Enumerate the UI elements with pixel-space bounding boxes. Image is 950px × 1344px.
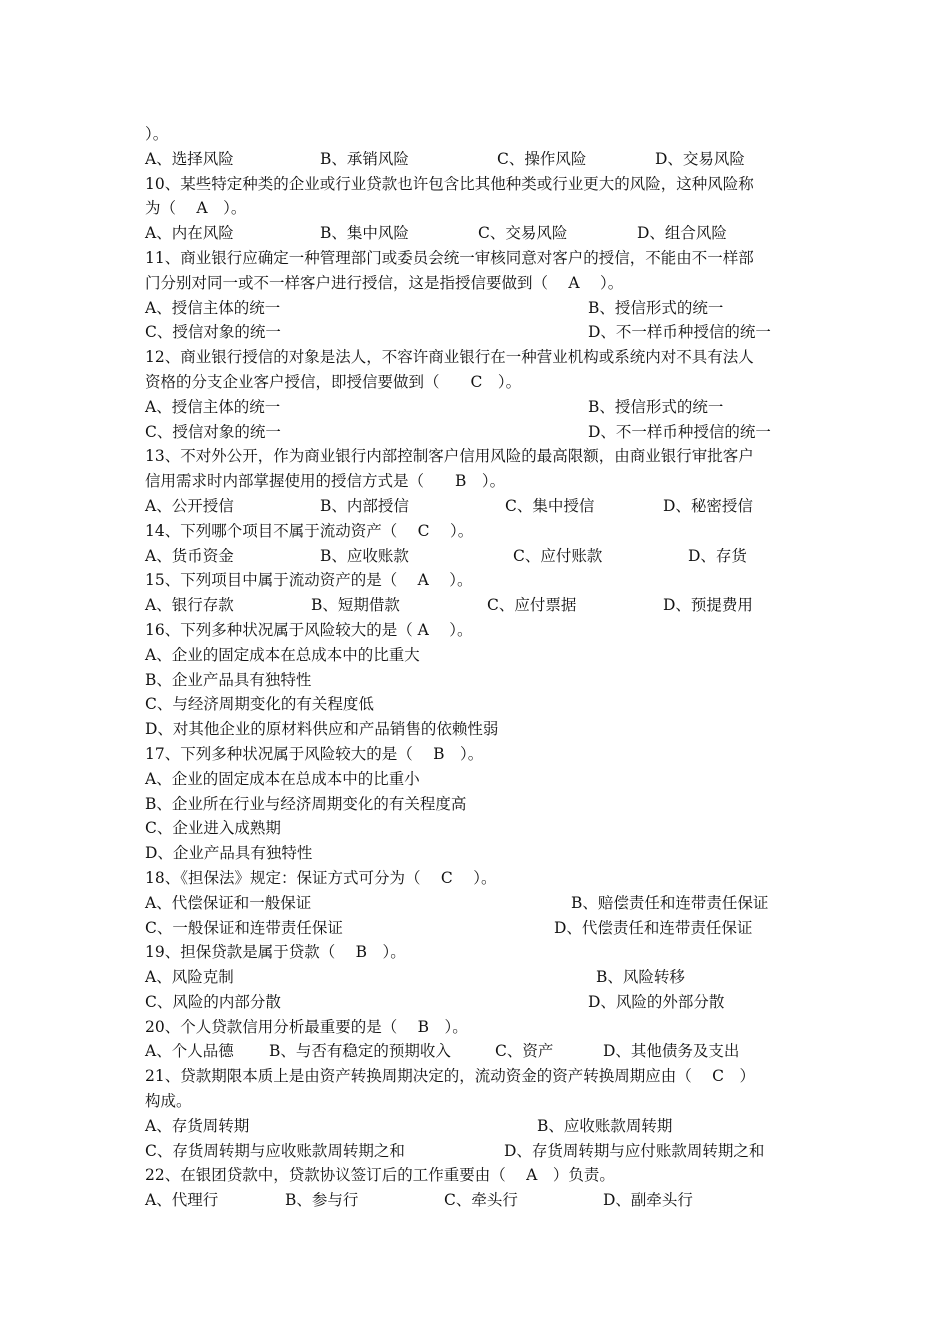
text-line: ）。: [145, 125, 169, 143]
option-a: A、公开授信: [145, 496, 234, 515]
options-line: [145, 1188, 810, 1213]
option-b: B、短期借款: [311, 596, 400, 615]
option-line: D、对其他企业的原材料供应和产品销售的依赖性弱: [145, 720, 499, 739]
option-b: B、承销风险: [320, 149, 409, 168]
question-line: 19、担保贷款是属于贷款（ B ）。: [145, 943, 406, 962]
option-c: C、应付票据: [487, 596, 577, 615]
question-line: 构成。: [145, 1092, 192, 1111]
option-a: A、货币资金: [145, 546, 234, 565]
question-line: 20、个人贷款信用分析最重要的是（ B ）。: [145, 1017, 468, 1036]
question-line: 15、下列项目中属于流动资产的是（ A ）。: [145, 571, 473, 590]
option-line: D、企业产品具有独特性: [145, 844, 313, 863]
option-c: C、集中授信: [505, 496, 595, 515]
option-d: D、预提费用: [663, 596, 753, 615]
options-line: [145, 891, 810, 916]
options-line: [145, 544, 810, 569]
option-c: C、牵头行: [444, 1191, 518, 1210]
option-c: C、应付账款: [513, 546, 603, 565]
option-a: A、风险克制: [145, 968, 234, 987]
option-d: D、交易风险: [655, 149, 745, 168]
question-line: 12、商业银行授信的对象是法人，不容许商业银行在一种营业机构或系统内对不具有法人: [145, 348, 754, 367]
option-d: D、不一样币种授信的统一: [588, 323, 771, 342]
option-line: B、企业所在行业与经济周期变化的有关程度高: [145, 794, 467, 813]
option-a: A、银行存款: [145, 596, 234, 615]
option-b: B、赔偿责任和连带责任保证: [571, 893, 769, 912]
option-line: C、企业进入成熟期: [145, 819, 281, 838]
options-line: [145, 296, 810, 321]
option-d: D、不一样币种授信的统一: [588, 422, 771, 441]
question-line: 信用需求时内部掌握使用的授信方式是（ B ）。: [145, 472, 506, 491]
options-line: [145, 395, 810, 420]
option-b: B、授信形式的统一: [588, 397, 724, 416]
options-line: [145, 420, 810, 445]
options-line: [145, 965, 810, 990]
option-a: A、代理行: [145, 1191, 219, 1210]
question-line: 门分别对同一或不一样客户进行授信，这是指授信要做到（ A ）。: [145, 273, 624, 292]
question-line: 21、贷款期限本质上是由资产转换周期决定的，流动资金的资产转换周期应由（ C ）: [145, 1067, 756, 1086]
option-c: C、授信对象的统一: [145, 323, 281, 342]
option-a: A、个人品德: [145, 1042, 234, 1061]
option-line: B、企业产品具有独特性: [145, 670, 312, 689]
options-line: [145, 147, 810, 172]
options-line: [145, 593, 810, 618]
option-b: B、应收账款周转期: [537, 1116, 673, 1135]
options-line: [145, 1139, 810, 1164]
question-line: 为（ A ）。: [145, 199, 247, 218]
option-d: D、组合风险: [637, 224, 727, 243]
option-line: A、企业的固定成本在总成本中的比重大: [145, 645, 420, 664]
option-b: B、风险转移: [596, 968, 685, 987]
question-line: 18、《担保法》规定：保证方式可分为（ C ）。: [145, 868, 497, 887]
option-b: B、与否有稳定的预期收入: [269, 1042, 451, 1061]
option-b: B、集中风险: [320, 224, 409, 243]
option-a: A、内在风险: [145, 224, 234, 243]
question-line: 22、在银团贷款中，贷款协议签订后的工作重要由（ A ）负责。: [145, 1166, 615, 1185]
option-c: C、存货周转期与应收账款周转期之和: [145, 1141, 405, 1160]
question-line: 10、某些特定种类的企业或行业贷款也许包含比其他种类或行业更大的风险，这种风险称: [145, 174, 754, 193]
option-d: D、代偿责任和连带责任保证: [554, 918, 753, 937]
question-line: 11、商业银行应确定一种管理部门或委员会统一审核同意对客户的授信，不能由不一样部: [145, 248, 754, 267]
question-line: 13、不对外公开，作为商业银行内部控制客户信用风险的最高限额，由商业银行审批客户: [145, 447, 754, 466]
question-line: 资格的分支企业客户授信，即授信要做到（ C ）。: [145, 372, 522, 391]
options-line: [145, 221, 810, 246]
option-d: D、秘密授信: [663, 496, 753, 515]
option-d: D、副牵头行: [603, 1191, 693, 1210]
options-line: [145, 916, 810, 941]
question-line: 16、下列多种状况属于风险较大的是（ A ）。: [145, 620, 473, 639]
option-d: D、其他债务及支出: [603, 1042, 740, 1061]
option-line: C、与经济周期变化的有关程度低: [145, 695, 374, 714]
option-a: A、授信主体的统一: [145, 397, 281, 416]
question-line: 17、下列多种状况属于风险较大的是（ B ）。: [145, 744, 484, 763]
option-b: B、授信形式的统一: [588, 298, 724, 317]
option-c: C、操作风险: [497, 149, 587, 168]
options-line: [145, 990, 810, 1015]
option-a: A、存货周转期: [145, 1116, 250, 1135]
option-c: C、交易风险: [478, 224, 568, 243]
option-b: B、内部授信: [320, 496, 409, 515]
options-line: [145, 1039, 810, 1064]
option-c: C、授信对象的统一: [145, 422, 281, 441]
options-line: [145, 1114, 810, 1139]
option-d: D、风险的外部分散: [588, 992, 725, 1011]
question-list: [145, 122, 810, 1213]
option-c: C、风险的内部分散: [145, 992, 281, 1011]
option-d: D、存货: [688, 546, 747, 565]
option-d: D、存货周转期与应付账款周转期之和: [504, 1141, 765, 1160]
options-line: [145, 494, 810, 519]
option-line: A、企业的固定成本在总成本中的比重小: [145, 769, 420, 788]
question-line: 14、下列哪个项目不属于流动资产（ C ）。: [145, 521, 474, 540]
option-b: B、应收账款: [320, 546, 409, 565]
option-b: B、参与行: [285, 1191, 359, 1210]
option-c: C、一般保证和连带责任保证: [145, 918, 343, 937]
options-line: [145, 320, 810, 345]
option-a: A、选择风险: [145, 149, 234, 168]
option-a: A、授信主体的统一: [145, 298, 281, 317]
option-c: C、资产: [495, 1042, 554, 1061]
option-a: A、代偿保证和一般保证: [145, 893, 312, 912]
